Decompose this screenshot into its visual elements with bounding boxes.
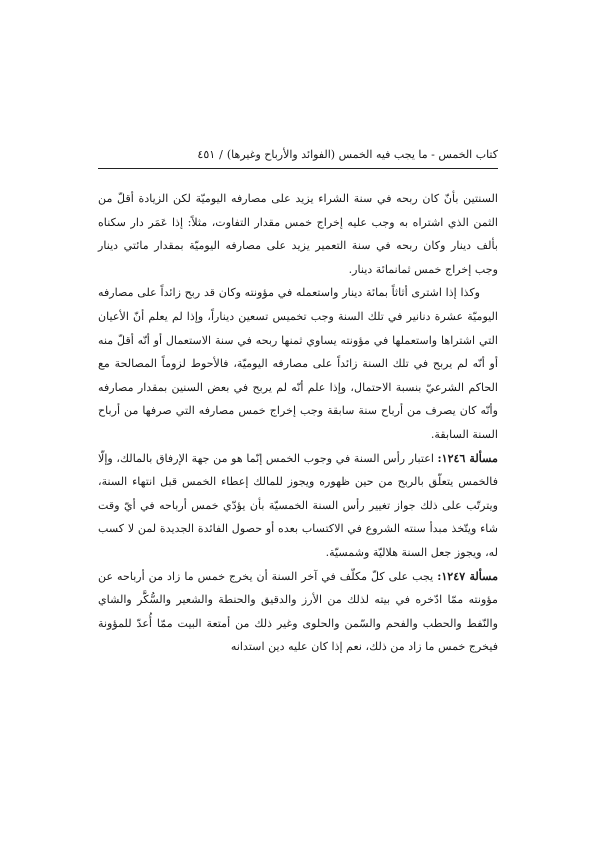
book-page: [98, 148, 498, 659]
issue-heading: مسألة ١٢٤٦:: [437, 451, 498, 465]
paragraph-text: السنتين بأنّ كان ربحه في سنة الشراء يزيد على مصارفه اليوميّة لكن الزيادة أقلّ من الثمن الذي اشتراه به وجب عليه إخراج خمس مقدار التفاوت، مثلاً: إذا عَمَر دار سكناه بألف دينار وكان ربحه في سنة التعمير يزيد على مصارفه اليوميّة بمقدار مائتي دينار وجب إخراج خمس ثمانمائة دينار.: [98, 192, 498, 276]
paragraph-continuation: [98, 187, 498, 281]
paragraph-furniture: [98, 281, 498, 446]
issue-heading: مسألة ١٢٤٧:: [437, 569, 499, 583]
header-title: كتاب الخمس - ما يجب فيه الخمس (الفوائد والأرباح وغيرها): [226, 148, 498, 161]
header-separator: /: [219, 148, 223, 161]
running-header: [98, 148, 498, 169]
issue-text: يجب على كلّ مكلّف في آخر السنة أن يخرج خمس ما زاد من أرباحه عن مؤونته ممّا ادّخره في بيته لذلك من الأرز والدقيق والحنطة والشعير والسُّكَّر والشاي والنّفط والحطب والفحم والسّمن والحلوى وغير ذلك من أمتعة البيت ممّا أُعدّ للمؤونة فيخرج خمس ما زاد من ذلك، نعم إذا كان عليه دين استدانه: [98, 569, 498, 654]
page-body: [98, 187, 498, 659]
issue-1246: [98, 447, 498, 565]
issue-1247: [98, 565, 498, 659]
page-number: ٤٥١: [197, 148, 216, 161]
issue-text: اعتبار رأس السنة في وجوب الخمس إنّما هو من جهة الإرفاق بالمالك، وإلّا فالخمس يتعلّق بالربح من حين ظهوره ويجوز للمالك إعطاء الخمس قبل انتهاء السنة، ويترتّب على ذلك جواز تغيير رأس السنة الخمسيّة بأن يؤدّي خمس أرباحه في أيّ وقت شاء ويتّخذ مبدأ سنته الشروع في الاكتساب بعده أو حصول الفائدة الجديدة لمن لا كسب له، ويجوز جعل السنة هلاليّة وشمسيّة.: [98, 451, 498, 559]
paragraph-text: وكذا إذا اشترى أثاثاً بمائة دينار واستعمله في مؤونته وكان قد ربح زائداً على مصارفه اليوميّة عشرة دنانير في تلك السنة وجب تخميس تسعين ديناراً، وإذا لم يعلم أنّ الأعيان التي اشتراها واستعملها في مؤونته يساوي ثمنها ربحه في سنة الاستعمال أو أنّه أقلّ منه أو أنّه لم يربح في تلك السنة زائداً على مصارفه اليوميّة، فالأحوط لزوماً المصالحة مع الحاكم الشرعيّ بنسبة الاحتمال، وإذا علم أنّه لم يربح في بعض السنين بمقدار مصارفه وأنّه كان يصرف من أرباح سنة سابقة وجب إخراج خمس مصارفه التي صرفها من أرباح السنة السابقة.: [98, 286, 498, 441]
